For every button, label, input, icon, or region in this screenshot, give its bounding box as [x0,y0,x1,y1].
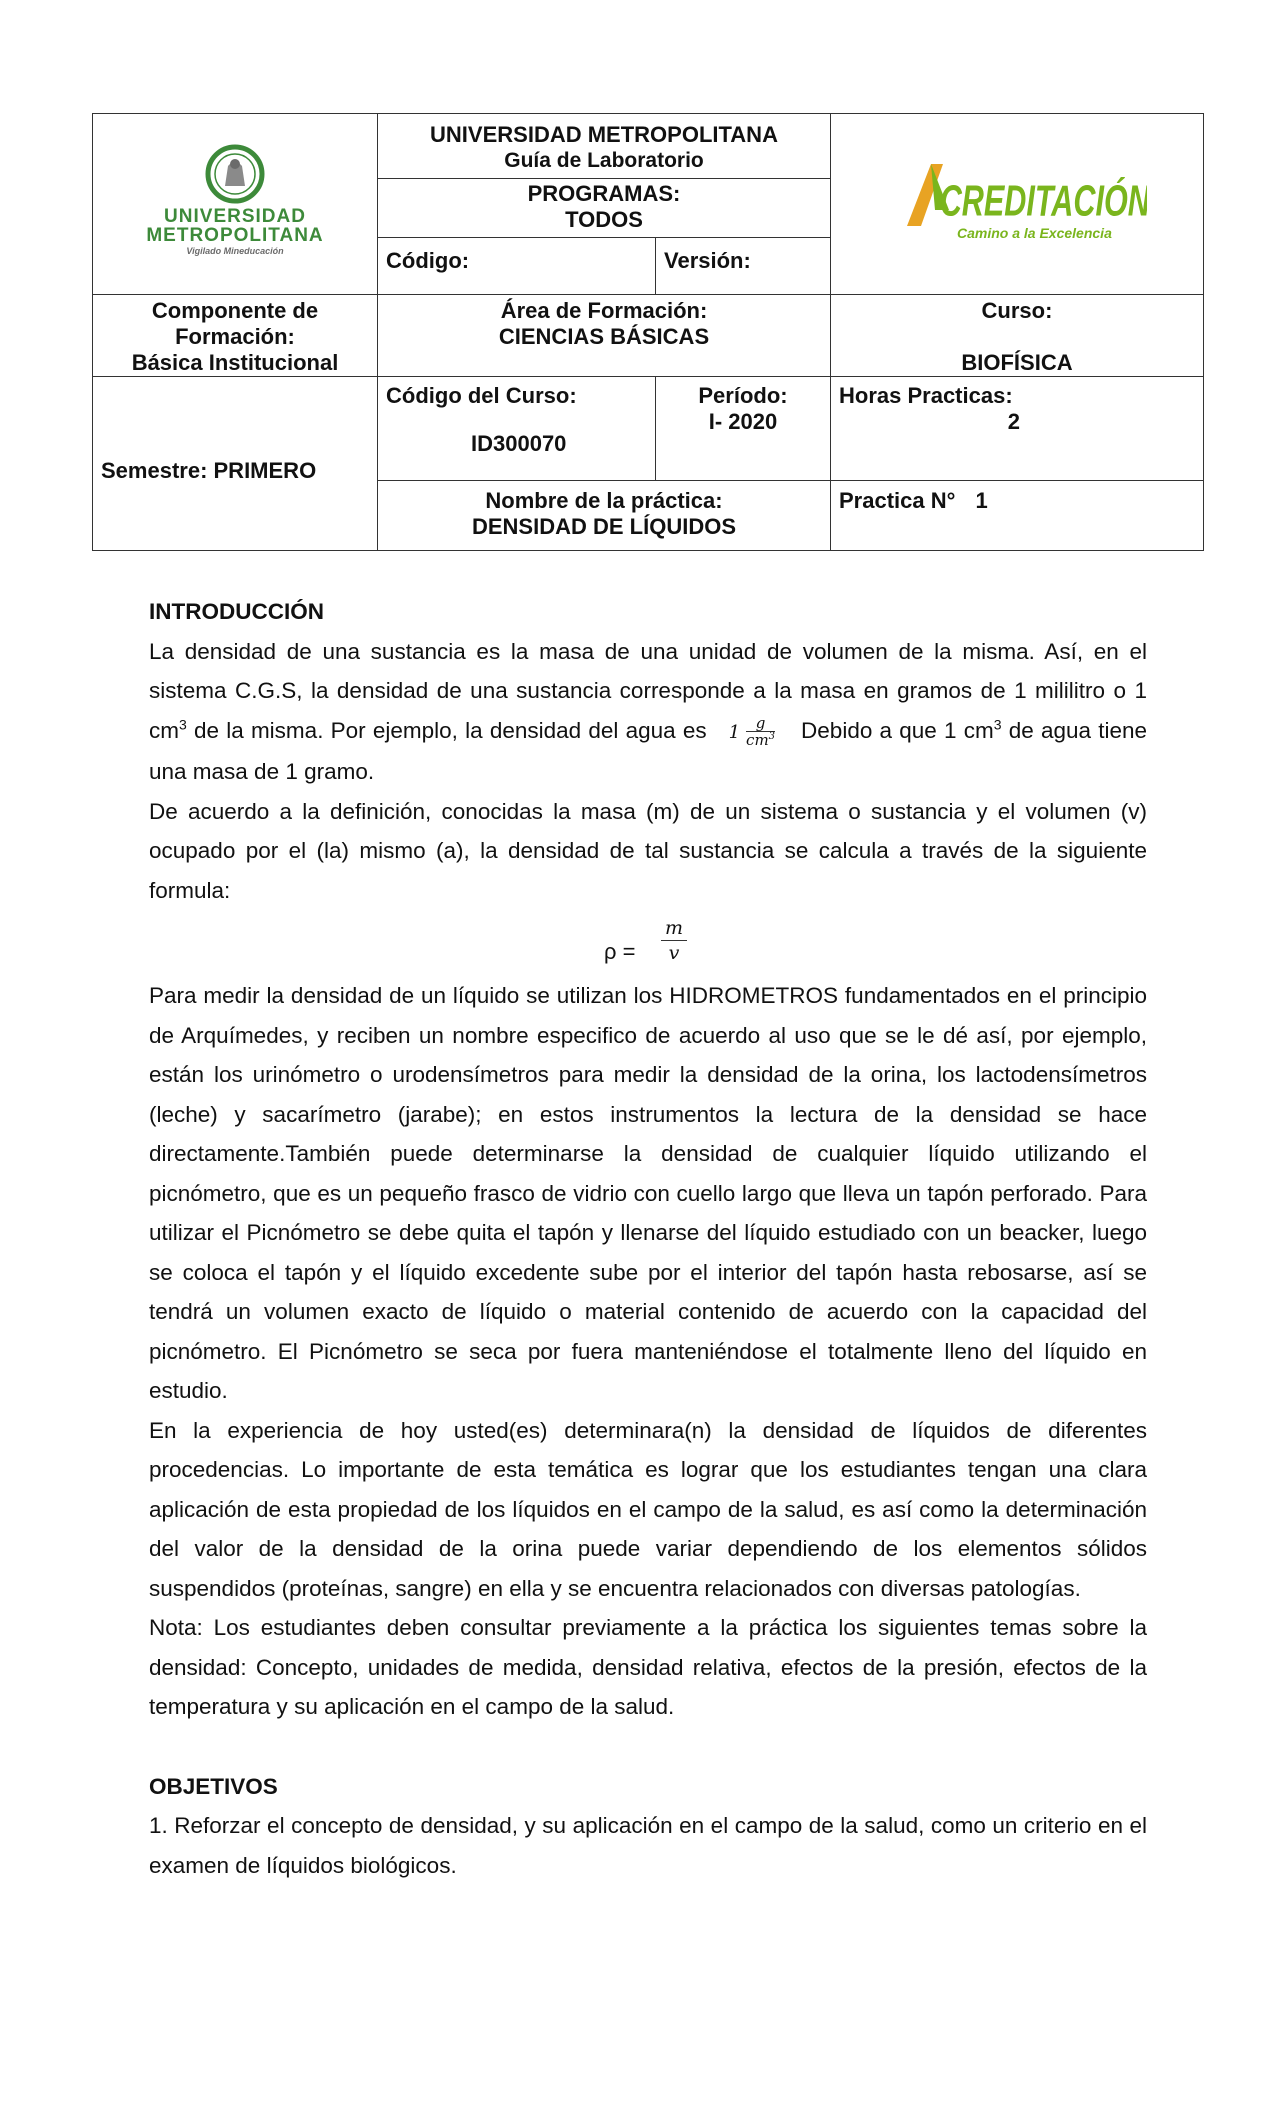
area-cell [378,295,831,377]
intro-paragraph-3: Para medir la densidad de un líquido se utilizan los HIDROMETROS fundamentados en el principio de Arquímedes, y reciben un nombre especifico de acuerdo al uso que se le dé así, por ejemplo, están los urinómetro o urodensímetros para medir la densidad de la orina, los lactodensímetros (leche) y sacarímetro (jarabe); en estos instrumentos la lectura de la densidad se hace directamente.También puede determinarse la densidad de cualquier líquido utilizando el picnómetro, que es un pequeño frasco de vidrio con cuello largo que lleva un tapón perforado. Para utilizar el Picnómetro se debe quita el tapón y llenarse del líquido estudiado con un beacker, luego se coloca el tapón y el líquido excedente sube por el interior del tapón hasta rebosarse, así se tendrá un volumen exacto de líquido o material contenido de acuerdo con la capacidad del picnómetro. El Picnómetro se seca por fuera manteniéndose el totalmente lleno del líquido en estudio. [149,983,1147,1403]
intro-p1-part-a: La densidad de una sustancia es la masa de una unidad de volumen de la misma. Así, en el sistema C.G.S, la densidad de una sustancia corresponde a la masa en gramos de 1 mililitro o 1 cm [149,638,1147,743]
university-logo-cell [93,114,378,295]
university-name: UNIVERSIDAD METROPOLITANA [430,122,778,147]
intro-p1-exponent-2: 3 [993,716,1002,732]
programs-label: PROGRAMAS: [527,181,681,206]
hours-value: 2 [1007,409,1020,434]
course-code-value: ID300070 [471,431,567,456]
university-logo-icon [130,142,340,260]
component-value: Básica Institucional [131,350,339,375]
logo-name-text: UNIVERSIDAD [164,206,306,227]
university-title-cell [378,114,831,179]
version-label: Versión: [664,248,751,273]
intro-paragraph-4: En la experiencia de hoy usted(es) determinara(n) la densidad de líquidos de diferentes procedencias. Lo importante de esta temática es lograr que los estudiantes tengan una clara aplicación de esta propiedad de los líquidos en el campo de la salud, es así como la determinación del valor de la densidad de la orina puede variar dependiendo de los elementos sólidos suspendidos (proteínas, sangre) en ella y se encuentra relacionados con diversas patologías. [149,1417,1147,1601]
header-table [92,113,1204,551]
formula-fraction [661,916,687,965]
formula-lhs: ρ = [604,939,636,964]
document-body [149,592,1147,1885]
course-label: Curso: [981,298,1053,323]
programs-value: TODOS [565,207,643,232]
intro-paragraph-2: De acuerdo a la definición, conocidas la masa (m) de un sistema o sustancia y el volumen (v) ocupado por el (la) mismo (a), la densidad de tal sustancia se calcula a través de la siguiente formula: [149,798,1147,903]
area-label: Área de Formación: [500,298,708,323]
period-label: Período: [698,383,788,408]
intro-p1-part-c: Debido a que 1 cm [801,717,994,743]
practice-name-label: Nombre de la práctica: [485,488,723,513]
intro-p1-part-d: de agua tiene una masa de 1 gramo. [149,717,1147,784]
area-value: CIENCIAS BÁSICAS [498,324,710,349]
objective-item-1: 1. Reforzar el concepto de densidad, y su aplicación en el campo de la salud, como un criterio en el examen de líquidos biológicos. [149,1813,1147,1878]
logo-tagline-text: Vigilado Mineducación [186,246,284,256]
practice-number-label: Practica N° [839,488,956,513]
practice-name-value: DENSIDAD DE LÍQUIDOS [471,514,737,539]
intro-heading: INTRODUCCIÓN [149,599,324,624]
practice-number-value: 1 [975,488,988,513]
code-label: Código: [386,248,470,273]
intro-p1-part-b: de la misma. Por ejemplo, la densidad del agua es [186,717,707,743]
course-value: BIOFÍSICA [961,350,1073,375]
density-value: 1 [728,721,741,743]
semester-text: Semestre: PRIMERO [101,457,317,483]
practice-name-cell [378,481,831,551]
accreditation-logo-icon [887,146,1147,256]
course-code-label: Código del Curso: [386,383,577,408]
programs-cell [378,179,831,238]
density-unit-denominator [746,732,775,748]
period-value: I- 2020 [708,409,778,434]
course-code-cell [378,377,656,481]
density-unit-den-base: cm [746,731,769,750]
version-cell [656,238,831,295]
course-cell [831,295,1204,377]
hours-label: Horas Practicas: [839,383,1013,408]
intro-p1-exponent: 3 [179,716,187,732]
practice-number-cell [831,481,1204,551]
component-label2: Formación: [175,324,295,349]
code-cell [378,238,656,295]
logo-name2-text: METROPOLITANA [146,225,324,246]
component-label: Componente de [151,298,319,323]
guide-title: Guía de Laboratorio [504,149,704,172]
accreditation-logo-cell [831,114,1204,295]
density-unit-den-exp: 3 [768,731,776,743]
component-cell [93,295,378,377]
density-unit-fraction [746,715,775,748]
density-unit-numerator: g [746,715,775,732]
formula-denominator: v [668,942,680,964]
accreditation-tagline-text: Camino a la Excelencia [957,225,1112,241]
intro-paragraph-1 [149,632,1147,792]
accreditation-name-text: CREDITACIÓN [939,176,1147,225]
intro-paragraph-5: Nota: Los estudiantes deben consultar previamente a la práctica los siguientes temas sobre la densidad: Concepto, unidades de medida, densidad relativa, efectos de la presión, efectos de la temperatura y su aplicación en el campo de la salud. [149,1615,1147,1719]
formula-numerator: m [661,916,687,941]
density-formula [149,910,1147,976]
semester-cell [93,377,378,551]
objectives-heading: OBJETIVOS [149,1773,278,1799]
period-cell [656,377,831,481]
hours-cell [831,377,1204,481]
